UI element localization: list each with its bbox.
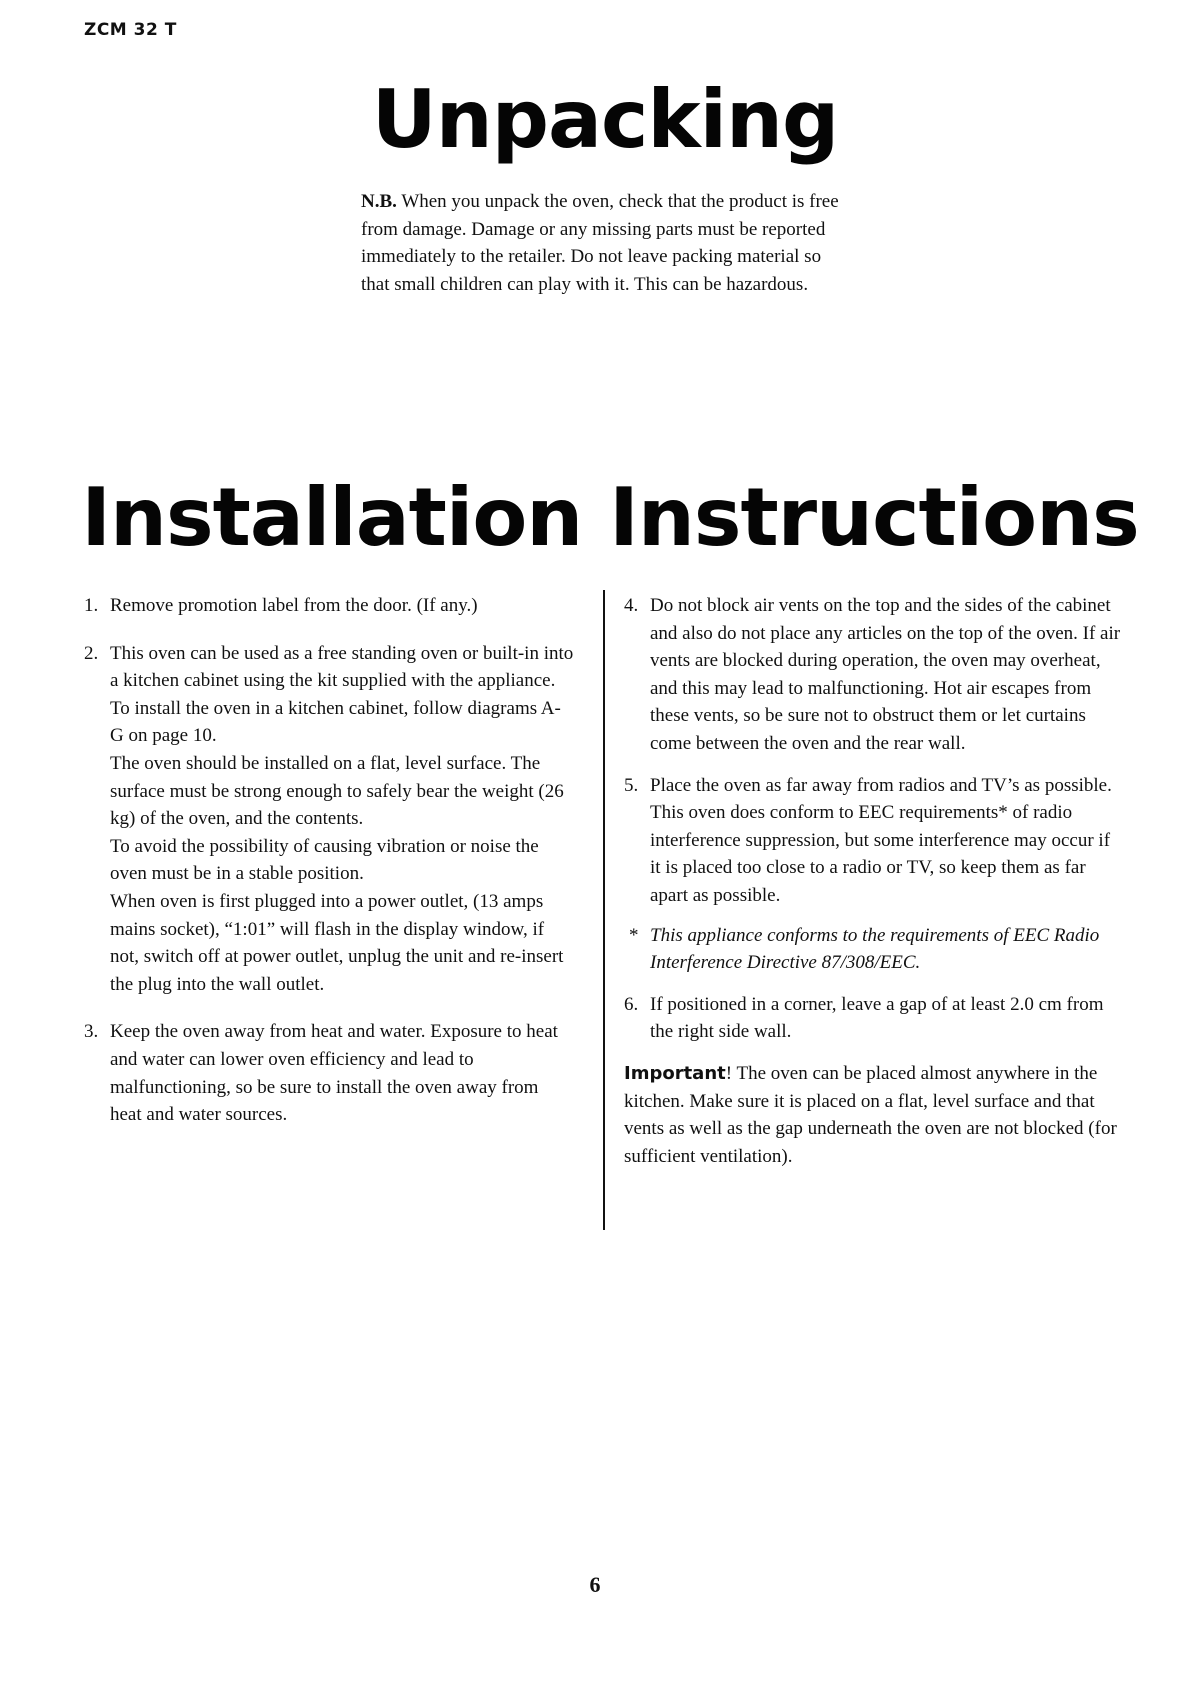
item-number: 3.: [84, 1021, 99, 1043]
instruction-item-5: [624, 772, 1124, 910]
footnote-marker: *: [629, 924, 639, 946]
item-text: When oven is first plugged into a power outlet, (13 amps mains socket), “1:01” will flash in the display window, if not, switch off at power outlet, unplug the unit and re-insert the plug into the wall outlet.: [110, 890, 564, 995]
unpacking-title: Unpacking: [371, 73, 839, 166]
instruction-item-4: [624, 592, 1124, 758]
item-text: Do not block air vents on the top and the sides of the cabinet and also do not place any articles on the top of the oven. If air vents are blocked during operation, the oven may overheat, and this may lead to malfunctioning. Hot air escapes from these vents, so be sure not to obstruct them or let curtains come between the oven and the rear wall.: [650, 595, 1121, 754]
important-note: [624, 1060, 1124, 1170]
instruction-item-1: [84, 592, 574, 620]
instruction-item-6: [624, 991, 1124, 1046]
unpacking-note: [361, 188, 841, 298]
model-code: ZCM 32 T: [84, 20, 177, 40]
item-text: To avoid the possibility of causing vibration or noise the oven must be in a stable position.: [110, 835, 539, 885]
item-text: This oven can be used as a free standing oven or built-in into a kitchen cabinet using the kit supplied with the appliance. To install the oven in a kitchen cabinet, follow diagrams A-G on page 10.: [110, 642, 574, 747]
column-divider: [603, 590, 605, 1230]
instruction-item-3: [84, 1018, 574, 1128]
item-number: 5.: [624, 774, 639, 796]
left-column: [84, 592, 574, 1129]
page-number: 6: [589, 1572, 601, 1597]
nb-label: N.B.: [361, 191, 397, 212]
item-text: Place the oven as far away from radios and TV’s as possible. This oven does conform to EEC requirements* of radio interference suppression, but some interference may occur if it is placed too close to a radio or TV, so keep them as far apart as possible.: [650, 774, 1112, 906]
item-number: 2.: [84, 642, 99, 664]
item-number: 4.: [624, 595, 639, 616]
right-column: [624, 592, 1124, 1189]
eec-footnote: [624, 922, 1124, 977]
item-number: 6.: [624, 993, 639, 1015]
item-text: Keep the oven away from heat and water. Exposure to heat and water can lower oven efficiency and lead to malfunctioning, so be sure to install the oven away from heat and water sources.: [110, 1021, 558, 1126]
nb-text: When you unpack the oven, check that the product is free from damage. Damage or any missing parts must be reported immediately to the retailer. Do not leave packing material so that small children can play with it. This can be hazardous.: [361, 191, 839, 295]
item-number: 1.: [84, 595, 99, 616]
item-text: If positioned in a corner, leave a gap of at least 2.0 cm from the right side wall.: [650, 993, 1104, 1043]
important-label: Important: [624, 1062, 726, 1084]
item-text: Remove promotion label from the door. (If any.): [110, 595, 478, 616]
instruction-item-2: [84, 640, 574, 999]
footnote-text: This appliance conforms to the requirements of EEC Radio Interference Directive 87/308/EEC.: [650, 924, 1100, 974]
item-text: The oven should be installed on a flat, level surface. The surface must be strong enough to safely bear the weight (26 kg) of the oven, and the contents.: [110, 752, 564, 830]
installation-title: Installation Instructions: [81, 471, 1139, 564]
important-text: ! The oven can be placed almost anywhere in the kitchen. Make sure it is placed on a flat, level surface and that vents as well as the gap underneath the oven are not blocked (for sufficient ventilation).: [624, 1062, 1117, 1167]
